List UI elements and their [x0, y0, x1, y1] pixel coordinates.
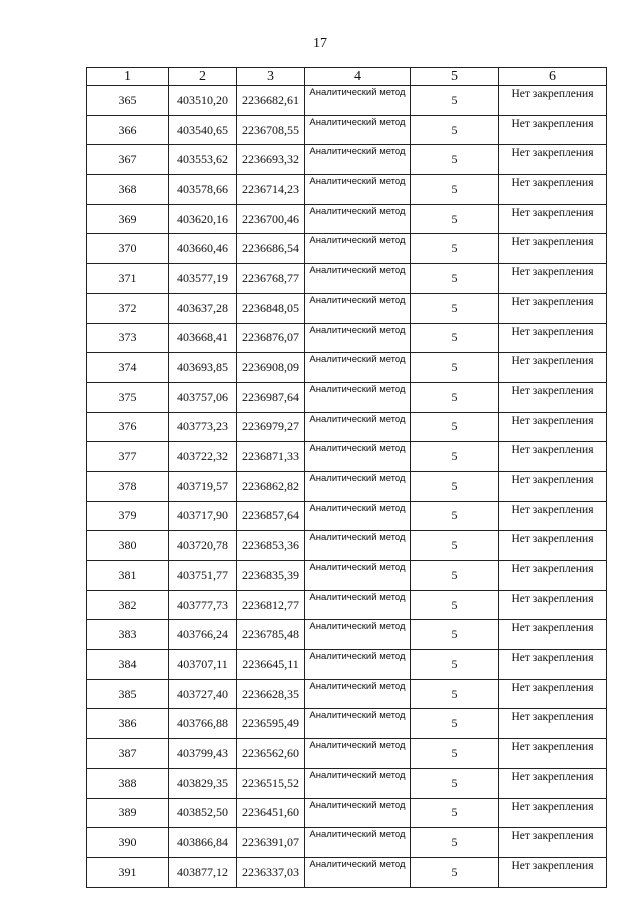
fixing-cell: Нет закрепления: [499, 234, 607, 264]
table-row: [87, 798, 607, 828]
accuracy-cell: 5: [411, 293, 499, 323]
y-coordinate-cell: 2236857,64: [237, 501, 305, 531]
point-number-cell: 386: [87, 709, 169, 739]
accuracy-cell: 5: [411, 709, 499, 739]
x-coordinate-cell: 403510,20: [169, 86, 237, 116]
x-coordinate-cell: 403668,41: [169, 323, 237, 353]
point-number-cell: 382: [87, 590, 169, 620]
y-coordinate-cell: 2236451,60: [237, 798, 305, 828]
method-cell: Аналитический метод: [305, 293, 411, 323]
fixing-cell: Нет закрепления: [499, 739, 607, 769]
y-coordinate-cell: 2236391,07: [237, 828, 305, 858]
table-row: [87, 768, 607, 798]
x-coordinate-cell: 403637,28: [169, 293, 237, 323]
point-number-cell: 391: [87, 857, 169, 887]
x-coordinate-cell: 403722,32: [169, 442, 237, 472]
fixing-cell: Нет закрепления: [499, 323, 607, 353]
x-coordinate-cell: 403766,24: [169, 620, 237, 650]
accuracy-cell: 5: [411, 175, 499, 205]
accuracy-cell: 5: [411, 86, 499, 116]
y-coordinate-cell: 2236862,82: [237, 471, 305, 501]
accuracy-cell: 5: [411, 650, 499, 680]
point-number-cell: 390: [87, 828, 169, 858]
fixing-cell: Нет закрепления: [499, 501, 607, 531]
fixing-cell: Нет закрепления: [499, 650, 607, 680]
x-coordinate-cell: 403766,88: [169, 709, 237, 739]
method-cell: Аналитический метод: [305, 739, 411, 769]
table-header: [87, 68, 607, 86]
method-cell: Аналитический метод: [305, 382, 411, 412]
x-coordinate-cell: 403620,16: [169, 204, 237, 234]
table-row: [87, 501, 607, 531]
method-cell: Аналитический метод: [305, 501, 411, 531]
method-cell: Аналитический метод: [305, 145, 411, 175]
x-coordinate-cell: 403540,65: [169, 115, 237, 145]
column-header: 3: [237, 68, 305, 86]
y-coordinate-cell: 2236835,39: [237, 561, 305, 591]
coordinates-table: [86, 67, 607, 888]
page-number: 17: [313, 36, 327, 51]
accuracy-cell: 5: [411, 739, 499, 769]
accuracy-cell: 5: [411, 857, 499, 887]
fixing-cell: Нет закрепления: [499, 679, 607, 709]
x-coordinate-cell: 403866,84: [169, 828, 237, 858]
table-row: [87, 828, 607, 858]
y-coordinate-cell: 2236785,48: [237, 620, 305, 650]
point-number-cell: 385: [87, 679, 169, 709]
y-coordinate-cell: 2236682,61: [237, 86, 305, 116]
x-coordinate-cell: 403553,62: [169, 145, 237, 175]
point-number-cell: 368: [87, 175, 169, 205]
x-coordinate-cell: 403829,35: [169, 768, 237, 798]
table-row: [87, 175, 607, 205]
x-coordinate-cell: 403693,85: [169, 353, 237, 383]
y-coordinate-cell: 2236876,07: [237, 323, 305, 353]
point-number-cell: 376: [87, 412, 169, 442]
table-body: [87, 86, 607, 888]
x-coordinate-cell: 403773,23: [169, 412, 237, 442]
point-number-cell: 381: [87, 561, 169, 591]
y-coordinate-cell: 2236562,60: [237, 739, 305, 769]
method-cell: Аналитический метод: [305, 175, 411, 205]
table-row: [87, 442, 607, 472]
table-row: [87, 412, 607, 442]
table-row: [87, 264, 607, 294]
y-coordinate-cell: 2236645,11: [237, 650, 305, 680]
table-row: [87, 857, 607, 887]
table-row: [87, 293, 607, 323]
y-coordinate-cell: 2236987,64: [237, 382, 305, 412]
x-coordinate-cell: 403707,11: [169, 650, 237, 680]
y-coordinate-cell: 2236714,23: [237, 175, 305, 205]
x-coordinate-cell: 403751,77: [169, 561, 237, 591]
x-coordinate-cell: 403719,57: [169, 471, 237, 501]
fixing-cell: Нет закрепления: [499, 709, 607, 739]
x-coordinate-cell: 403578,66: [169, 175, 237, 205]
x-coordinate-cell: 403720,78: [169, 531, 237, 561]
point-number-cell: 374: [87, 353, 169, 383]
x-coordinate-cell: 403757,06: [169, 382, 237, 412]
table-row: [87, 471, 607, 501]
fixing-cell: Нет закрепления: [499, 828, 607, 858]
point-number-cell: 365: [87, 86, 169, 116]
fixing-cell: Нет закрепления: [499, 561, 607, 591]
point-number-cell: 379: [87, 501, 169, 531]
accuracy-cell: 5: [411, 204, 499, 234]
y-coordinate-cell: 2236853,36: [237, 531, 305, 561]
y-coordinate-cell: 2236812,77: [237, 590, 305, 620]
fixing-cell: Нет закрепления: [499, 175, 607, 205]
y-coordinate-cell: 2236871,33: [237, 442, 305, 472]
y-coordinate-cell: 2236693,32: [237, 145, 305, 175]
column-header: 4: [305, 68, 411, 86]
table-row: [87, 382, 607, 412]
column-header: 6: [499, 68, 607, 86]
accuracy-cell: 5: [411, 768, 499, 798]
point-number-cell: 387: [87, 739, 169, 769]
accuracy-cell: 5: [411, 115, 499, 145]
y-coordinate-cell: 2236628,35: [237, 679, 305, 709]
method-cell: Аналитический метод: [305, 768, 411, 798]
point-number-cell: 372: [87, 293, 169, 323]
point-number-cell: 380: [87, 531, 169, 561]
method-cell: Аналитический метод: [305, 798, 411, 828]
method-cell: Аналитический метод: [305, 264, 411, 294]
method-cell: Аналитический метод: [305, 857, 411, 887]
accuracy-cell: 5: [411, 798, 499, 828]
table-row: [87, 115, 607, 145]
method-cell: Аналитический метод: [305, 412, 411, 442]
x-coordinate-cell: 403777,73: [169, 590, 237, 620]
table-row: [87, 204, 607, 234]
point-number-cell: 373: [87, 323, 169, 353]
accuracy-cell: 5: [411, 679, 499, 709]
accuracy-cell: 5: [411, 264, 499, 294]
point-number-cell: 384: [87, 650, 169, 680]
y-coordinate-cell: 2236708,55: [237, 115, 305, 145]
table-row: [87, 620, 607, 650]
method-cell: Аналитический метод: [305, 561, 411, 591]
method-cell: Аналитический метод: [305, 442, 411, 472]
accuracy-cell: 5: [411, 620, 499, 650]
accuracy-cell: 5: [411, 353, 499, 383]
method-cell: Аналитический метод: [305, 590, 411, 620]
accuracy-cell: 5: [411, 471, 499, 501]
table-row: [87, 561, 607, 591]
fixing-cell: Нет закрепления: [499, 442, 607, 472]
column-header: 1: [87, 68, 169, 86]
y-coordinate-cell: 2236595,49: [237, 709, 305, 739]
method-cell: Аналитический метод: [305, 679, 411, 709]
accuracy-cell: 5: [411, 412, 499, 442]
table-row: [87, 353, 607, 383]
y-coordinate-cell: 2236700,46: [237, 204, 305, 234]
y-coordinate-cell: 2236686,54: [237, 234, 305, 264]
method-cell: Аналитический метод: [305, 620, 411, 650]
accuracy-cell: 5: [411, 590, 499, 620]
table-row: [87, 739, 607, 769]
point-number-cell: 371: [87, 264, 169, 294]
fixing-cell: Нет закрепления: [499, 204, 607, 234]
method-cell: Аналитический метод: [305, 709, 411, 739]
accuracy-cell: 5: [411, 531, 499, 561]
table-row: [87, 145, 607, 175]
fixing-cell: Нет закрепления: [499, 857, 607, 887]
method-cell: Аналитический метод: [305, 531, 411, 561]
column-header: 2: [169, 68, 237, 86]
method-cell: Аналитический метод: [305, 115, 411, 145]
x-coordinate-cell: 403717,90: [169, 501, 237, 531]
y-coordinate-cell: 2236848,05: [237, 293, 305, 323]
fixing-cell: Нет закрепления: [499, 293, 607, 323]
x-coordinate-cell: 403577,19: [169, 264, 237, 294]
x-coordinate-cell: 403799,43: [169, 739, 237, 769]
column-header: 5: [411, 68, 499, 86]
x-coordinate-cell: 403852,50: [169, 798, 237, 828]
accuracy-cell: 5: [411, 382, 499, 412]
method-cell: Аналитический метод: [305, 86, 411, 116]
x-coordinate-cell: 403877,12: [169, 857, 237, 887]
point-number-cell: 389: [87, 798, 169, 828]
table-row: [87, 679, 607, 709]
method-cell: Аналитический метод: [305, 471, 411, 501]
accuracy-cell: 5: [411, 561, 499, 591]
point-number-cell: 378: [87, 471, 169, 501]
point-number-cell: 375: [87, 382, 169, 412]
accuracy-cell: 5: [411, 501, 499, 531]
fixing-cell: Нет закрепления: [499, 264, 607, 294]
fixing-cell: Нет закрепления: [499, 620, 607, 650]
point-number-cell: 377: [87, 442, 169, 472]
method-cell: Аналитический метод: [305, 828, 411, 858]
fixing-cell: Нет закрепления: [499, 471, 607, 501]
fixing-cell: Нет закрепления: [499, 590, 607, 620]
header-row: [87, 68, 607, 86]
fixing-cell: Нет закрепления: [499, 86, 607, 116]
fixing-cell: Нет закрепления: [499, 353, 607, 383]
accuracy-cell: 5: [411, 323, 499, 353]
point-number-cell: 370: [87, 234, 169, 264]
method-cell: Аналитический метод: [305, 650, 411, 680]
fixing-cell: Нет закрепления: [499, 531, 607, 561]
y-coordinate-cell: 2236979,27: [237, 412, 305, 442]
x-coordinate-cell: 403660,46: [169, 234, 237, 264]
y-coordinate-cell: 2236908,09: [237, 353, 305, 383]
accuracy-cell: 5: [411, 442, 499, 472]
table-row: [87, 531, 607, 561]
table-row: [87, 590, 607, 620]
method-cell: Аналитический метод: [305, 234, 411, 264]
fixing-cell: Нет закрепления: [499, 382, 607, 412]
point-number-cell: 367: [87, 145, 169, 175]
table-row: [87, 86, 607, 116]
point-number-cell: 383: [87, 620, 169, 650]
fixing-cell: Нет закрепления: [499, 145, 607, 175]
y-coordinate-cell: 2236337,03: [237, 857, 305, 887]
table-row: [87, 650, 607, 680]
x-coordinate-cell: 403727,40: [169, 679, 237, 709]
accuracy-cell: 5: [411, 145, 499, 175]
method-cell: Аналитический метод: [305, 353, 411, 383]
method-cell: Аналитический метод: [305, 204, 411, 234]
method-cell: Аналитический метод: [305, 323, 411, 353]
accuracy-cell: 5: [411, 828, 499, 858]
point-number-cell: 388: [87, 768, 169, 798]
fixing-cell: Нет закрепления: [499, 798, 607, 828]
fixing-cell: Нет закрепления: [499, 768, 607, 798]
table-row: [87, 323, 607, 353]
y-coordinate-cell: 2236768,77: [237, 264, 305, 294]
fixing-cell: Нет закрепления: [499, 115, 607, 145]
point-number-cell: 369: [87, 204, 169, 234]
table-row: [87, 709, 607, 739]
fixing-cell: Нет закрепления: [499, 412, 607, 442]
accuracy-cell: 5: [411, 234, 499, 264]
point-number-cell: 366: [87, 115, 169, 145]
table-row: [87, 234, 607, 264]
y-coordinate-cell: 2236515,52: [237, 768, 305, 798]
